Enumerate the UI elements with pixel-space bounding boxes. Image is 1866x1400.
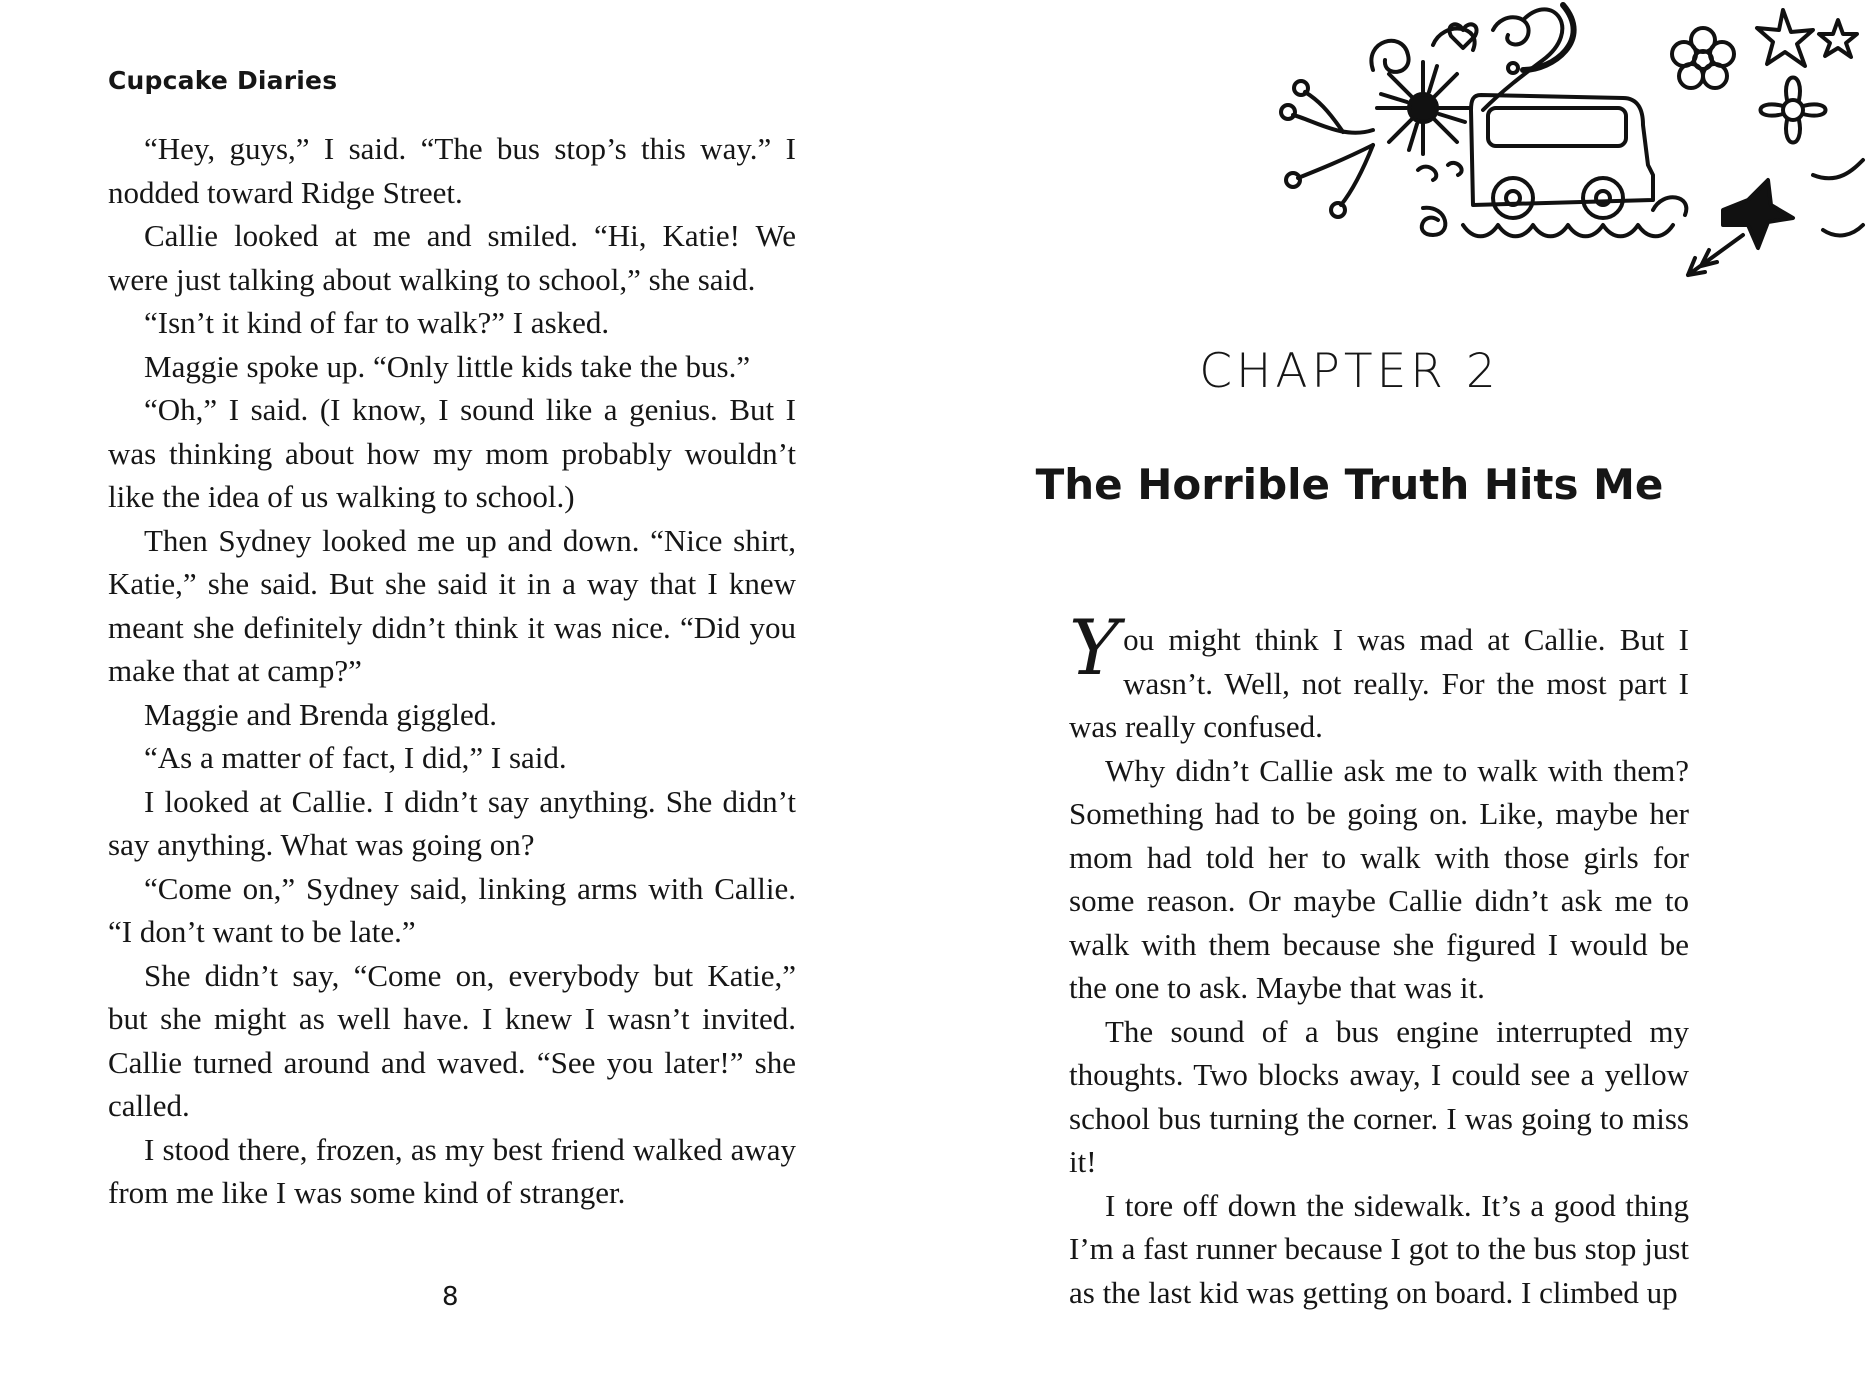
paragraph: Maggie and Brenda giggled. (144, 696, 497, 732)
paragraph: I tore off down the sidewalk. It’s a good thing I’m a fast runner because I got to the bus stop just as the last kid was getting on board. I climbed up (1069, 1187, 1689, 1310)
paragraph: “Hey, guys,” I said. “The bus stop’s this way.” I nodded toward Ridge Street. (108, 131, 796, 210)
paragraph: I looked at Callie. I didn’t say anything. She didn’t say anything. What was going on? (108, 783, 796, 862)
chapter-title: The Horrible Truth Hits Me (1035, 460, 1664, 509)
running-head: Cupcake Diaries (108, 66, 338, 95)
paragraph: “Oh,” I said. (I know, I sound like a genius. But I was thinking about how my mom probably wouldn’t like the idea of us walking to school.) (108, 392, 796, 514)
paragraph: I stood there, frozen, as my best friend walked away from me like I was some kind of stranger. (108, 1131, 796, 1210)
left-page-body (108, 127, 796, 1215)
right-page-body (1069, 603, 1689, 1314)
paragraph: Why didn’t Callie ask me to walk with them? Something had to be going on. Like, maybe her mom had told her to walk with those girls for some reason. Or maybe Callie didn’t ask me to walk with them because she figured I would be the one to ask. Maybe that was it. (1069, 752, 1689, 1005)
paragraph: “As a matter of fact, I did,” I said. (144, 740, 567, 775)
paragraph: The sound of a bus engine interrupted my thoughts. Two blocks away, I could see a yellow school bus turning the corner. I was going to miss it! (1069, 1013, 1689, 1179)
school-bus-doodle (1223, 0, 1866, 295)
paragraph: “Come on,” Sydney said, linking arms with Callie. “I don’t want to be late.” (108, 870, 796, 949)
first-paragraph (1069, 603, 1689, 749)
paragraph-text: ou might think I was mad at Callie. But I wasn’t. Well, not really. For the most part I was really confused. (1069, 622, 1689, 744)
paragraph: Callie looked at me and smiled. “Hi, Katie! We were just talking about walking to school,” she said. (108, 218, 796, 297)
paragraph: Maggie spoke up. “Only little kids take the bus.” (144, 348, 751, 384)
chapter-number: CHAPTER 2 (1199, 344, 1500, 399)
page-number: 8 (442, 1282, 459, 1312)
paragraph: Then Sydney looked me up and down. “Nice shirt, Katie,” she said. But she said it in a way that I knew meant she definitely didn’t think it was nice. “Did you make that at camp?” (108, 522, 796, 688)
drop-cap: Y (1069, 603, 1120, 692)
paragraph: “Isn’t it kind of far to walk?” I asked. (144, 305, 610, 340)
paragraph: She didn’t say, “Come on, everybody but Katie,” but she might as well have. I knew I wasn’t invited. Callie turned around and waved. “See you later!” she called. (108, 957, 796, 1123)
right-page (933, 0, 1866, 1400)
